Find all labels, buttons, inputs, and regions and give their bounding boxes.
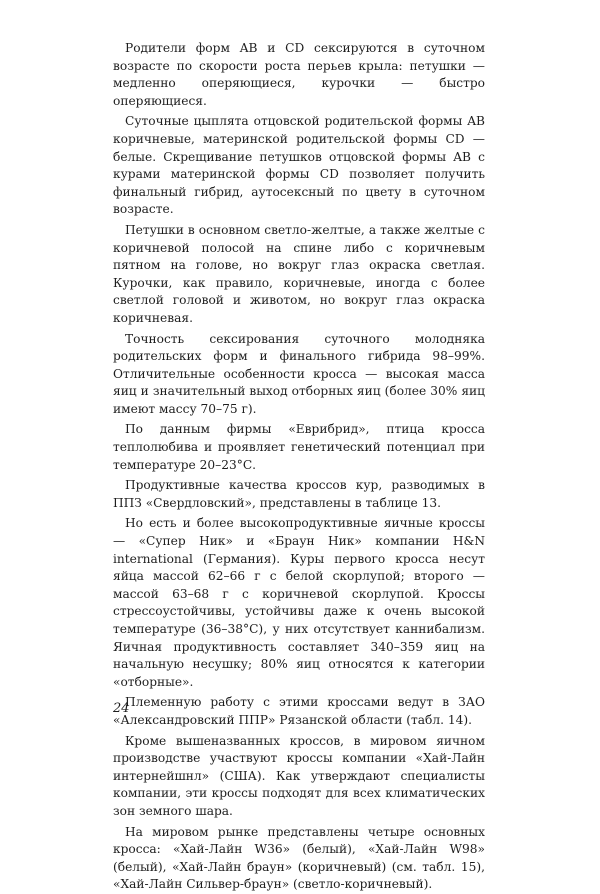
paragraph-four-crosses: На мировом рынке представлены четыре основных кросса: «Хай-Лайн W36» (белый), «Хай-Лайн W98» (белый), «Хай-Лайн браун» (коричневый) (см. табл. 15), «Хай-Лайн Сильвер-браун» (светло-коричневый). bbox=[113, 824, 485, 892]
paragraph-sexing-accuracy: Точность сексирования суточного молодняка родительских форм и финального гибрида 98–99%. Отличительные особенности кросса — высокая масса яиц и значительный выход отборных яиц (более 30% яиц имеют массу 70–75 г). bbox=[113, 331, 485, 416]
paragraph-evribrid: По данным фирмы «Еврибрид», птица кросса теплолюбива и проявляет генетический потенциал при температуре 20–23°С. bbox=[113, 422, 485, 472]
paragraph-chick-colors: Суточные цыплята отцовской родительской формы AB коричневые, материнской родительской формы CD — белые. Скрещивание петушков отцовской формы AB с курами материнской формы CD позволяет получить финальный гибрид, аутосексный по цвету в суточном возрасте. bbox=[113, 114, 485, 217]
paragraph-sexing: Родители форм AB и CD сексируются в суточном возрасте по скорости роста перьев крыла: петушки — медленно оперяющиеся, курочки — быстро оперяющиеся. bbox=[113, 41, 485, 108]
paragraph-cockerels-hens: Петушки в основном светло-желтые, а также желтые с коричневой полосой на спине либо с коричневым пятном на голове, но вокруг глаз окраска светлая. Курочки, как правило, коричневые, иногда с более светлой головой и животом, но вокруг глаз окраска коричневая. bbox=[113, 222, 485, 325]
body-text bbox=[113, 40, 485, 894]
paragraph-hy-line-international: Кроме вышеназванных кроссов, в мировом яичном производстве участвуют кроссы компании «Хай-Лайн интернейшнл» (США). Как утверждают специалисты компании, эти кроссы подходят для всех климатических зон земного шара. bbox=[113, 733, 485, 818]
paragraph-sverdlovsky: Продуктивные качества кроссов кур, разводимых в ППЗ «Свердловский», представлены в таблице 13. bbox=[113, 478, 485, 510]
paragraph-aleksandrovsky: Племенную работу с этими кроссами ведут в ЗАО «Александровский ППР» Рязанской области (табл. 14). bbox=[113, 695, 485, 727]
page-number: 24 bbox=[113, 701, 130, 716]
paragraph-super-nick-brown-nick: Но есть и более высокопродуктивные яичные кроссы — «Супер Ник» и «Браун Ник» компании H&N international (Германия). Куры первого кросса несут яйца массой 62–66 г с белой скорлупой; второго — массой 63–68 г с коричневой скорлупой. Кроссы стрессоустойчивы, устойчивы даже к очень высокой температуре (36–38°С), у них отсутствует каннибализм. Яичная продуктивность составляет 340–359 яиц на начальную несушку; 80% яиц относятся к категории «отборные». bbox=[113, 516, 485, 689]
